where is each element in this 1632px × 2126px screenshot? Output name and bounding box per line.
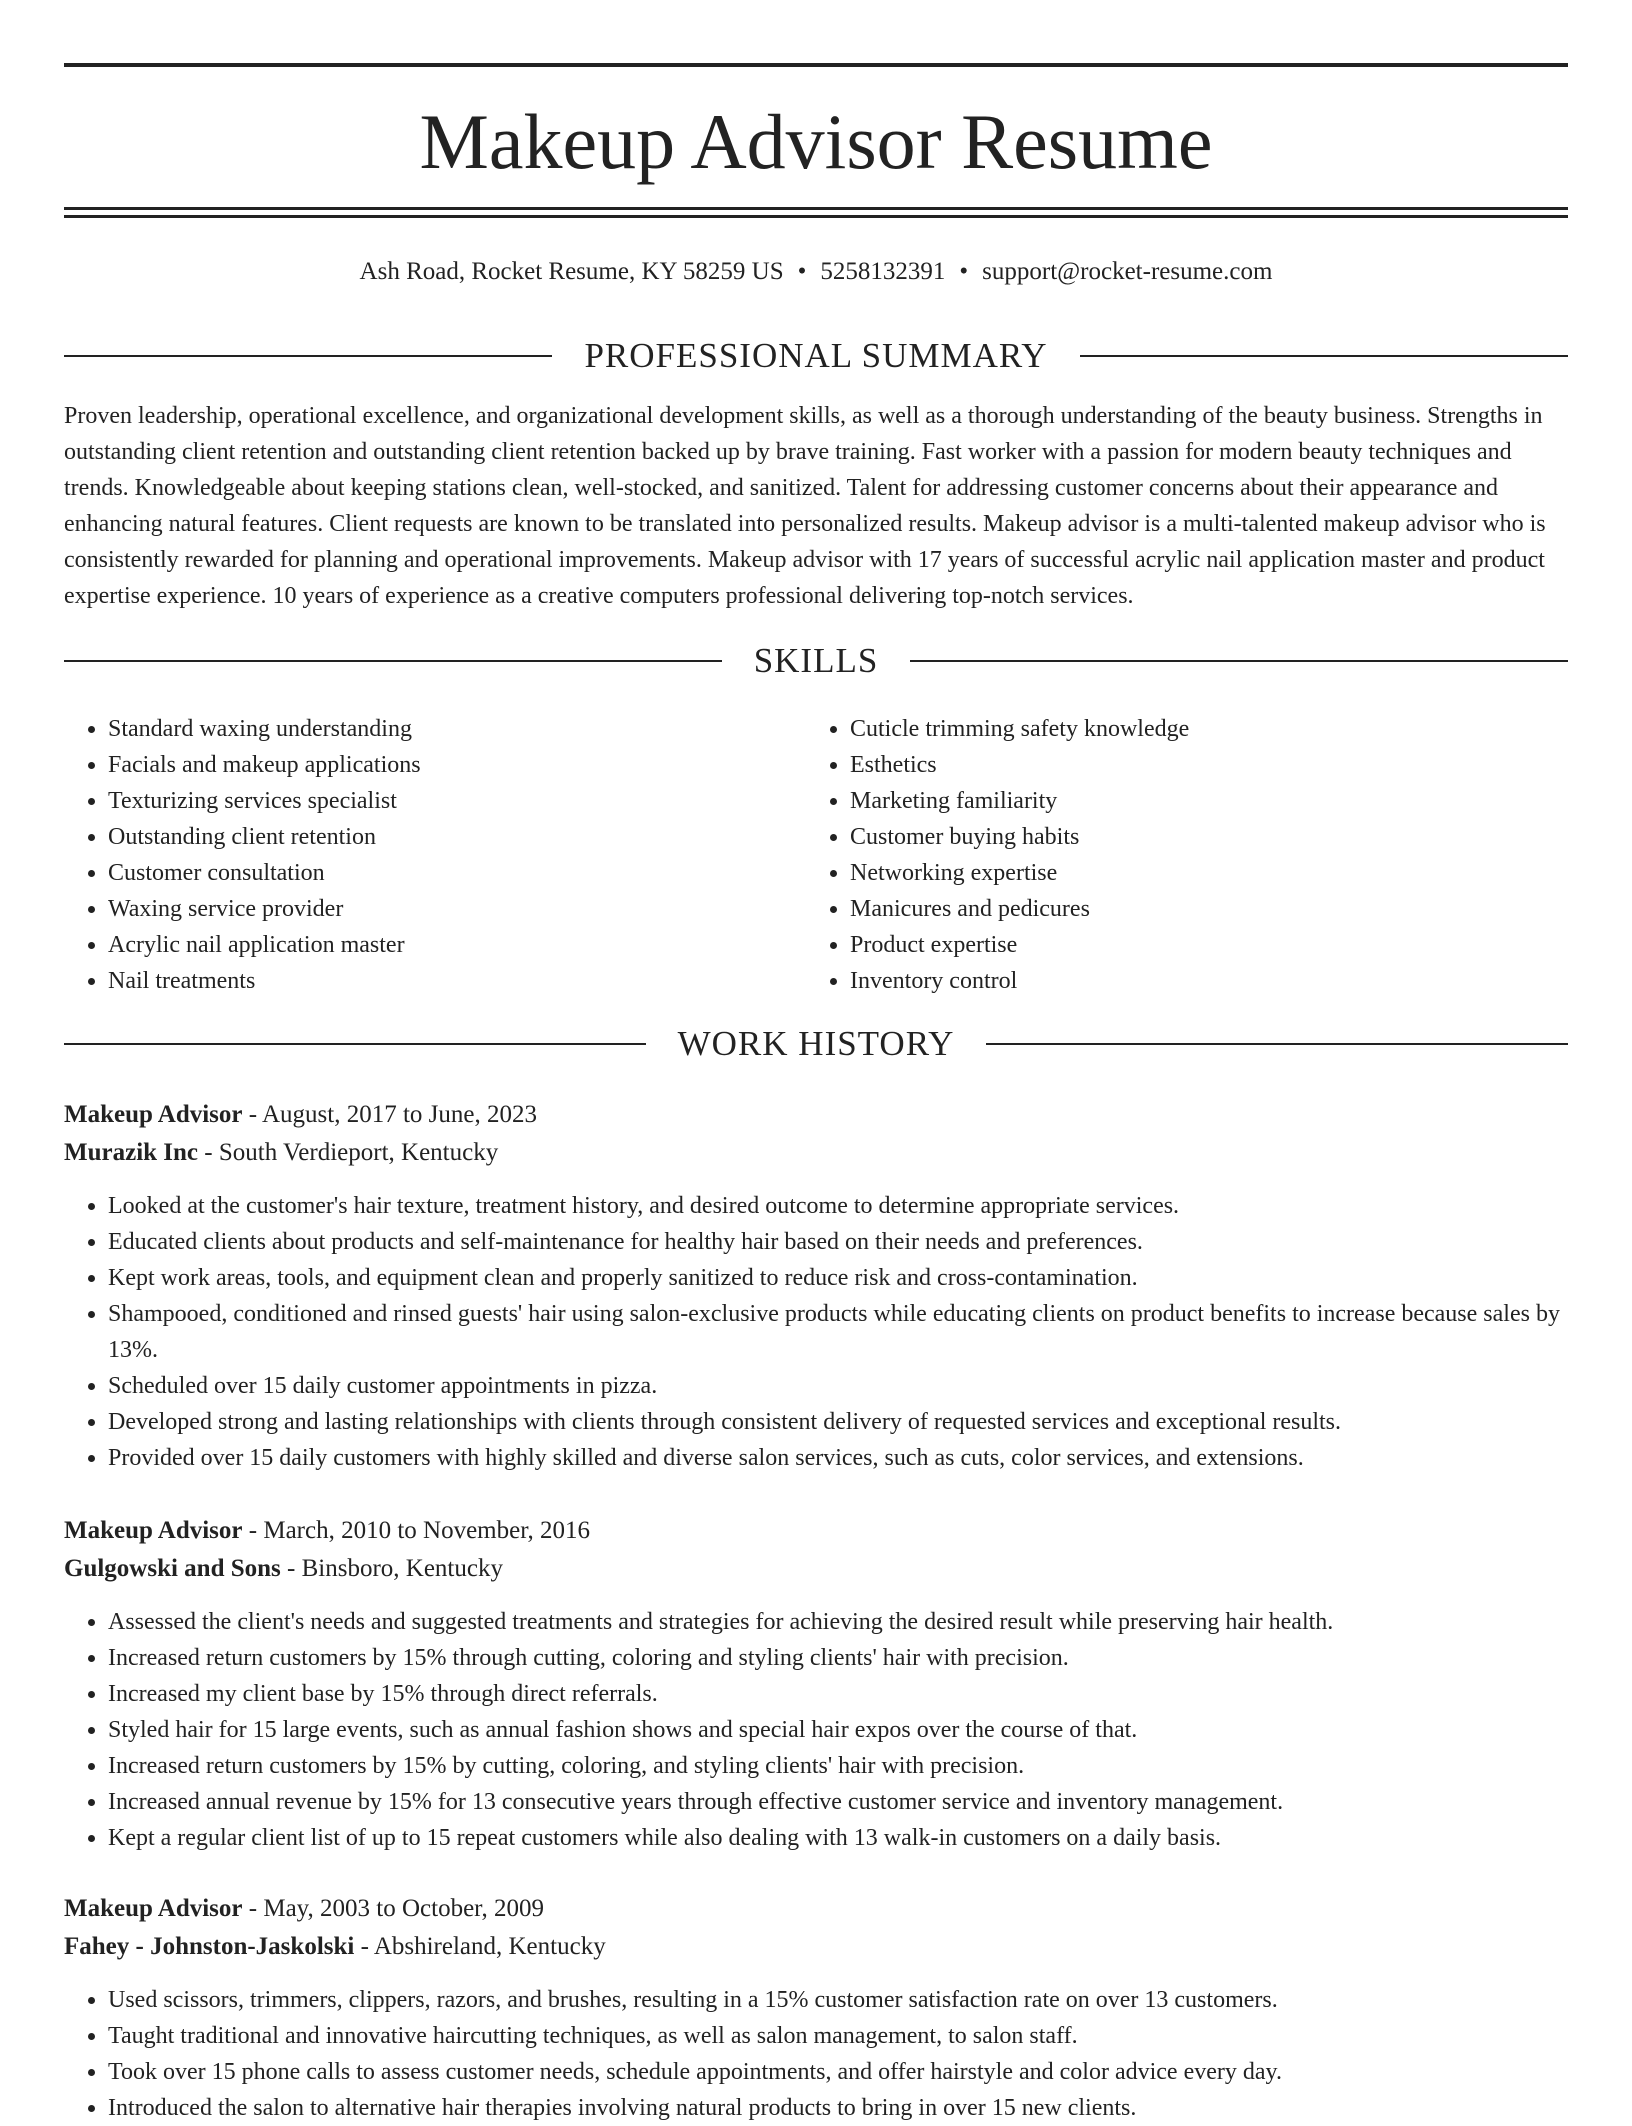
- job-bullets: [64, 1604, 1568, 1856]
- job-bullet: • Shampooed, conditioned and rinsed guests' hair using salon-exclusive products while educating clients on product benefits to increase because sales by 13%.: [108, 1296, 1568, 1368]
- job-bullet: • Developed strong and lasting relationships with clients through consistent delivery of requested services and exceptional results.: [108, 1404, 1568, 1440]
- job-bullet: • Looked at the customer's hair texture, treatment history, and desired outcome to determine appropriate services.: [108, 1188, 1568, 1224]
- job-company: Murazik Inc: [64, 1139, 199, 1166]
- job-company: Gulgowski and Sons: [64, 1555, 281, 1582]
- skills-column-right: [806, 711, 1546, 999]
- contact-separator: •: [797, 258, 807, 285]
- job-dates: May, 2003 to October, 2009: [263, 1895, 545, 1922]
- skill-item: • Standard waxing understanding: [108, 711, 804, 747]
- skills-list-right: [806, 711, 1546, 999]
- top-rule: [64, 63, 1568, 67]
- section-title: WORK HISTORY: [677, 1024, 955, 1063]
- job-bullets: [64, 1188, 1568, 1476]
- skill-item: • Texturizing services specialist: [108, 783, 804, 819]
- skills-column-left: [64, 711, 804, 999]
- job-location: Binsboro, Kentucky: [301, 1555, 503, 1582]
- skill-item: • Outstanding client retention: [108, 819, 804, 855]
- skills-list-left: [64, 711, 804, 999]
- skill-item: • Customer consultation: [108, 855, 804, 891]
- contact-phone: 5258132391: [820, 258, 946, 285]
- job-dates: March, 2010 to November, 2016: [263, 1517, 591, 1544]
- title-rule-upper: [64, 207, 1568, 210]
- job-bullet: • Increased my client base by 15% through direct referrals.: [108, 1676, 1568, 1712]
- job-bullet: • Used scissors, trimmers, clippers, razors, and brushes, resulting in a 15% customer satisfaction rate on over 13 customers.: [108, 1982, 1568, 2018]
- job-bullet: • Scheduled over 15 daily customer appointments in pizza.: [108, 1368, 1568, 1404]
- skill-item: • Waxing service provider: [108, 891, 804, 927]
- skill-item: • Esthetics: [850, 747, 1546, 783]
- job-bullet: • Increased return customers by 15% by cutting, coloring, and styling clients' hair with precision.: [108, 1748, 1568, 1784]
- skill-item: • Marketing familiarity: [850, 783, 1546, 819]
- skill-item: • Networking expertise: [850, 855, 1546, 891]
- job-entry: [64, 1096, 1568, 1476]
- heading-rule: [1080, 355, 1568, 357]
- skill-item: • Cuticle trimming safety knowledge: [850, 711, 1546, 747]
- title-rule-lower: [64, 215, 1568, 218]
- section-heading-summary: [64, 331, 1568, 381]
- job-title: Makeup Advisor: [64, 1517, 243, 1544]
- job-bullet: • Kept a regular client list of up to 15 repeat customers while also dealing with 13 walk-in customers on a daily basis.: [108, 1820, 1568, 1856]
- job-bullet: • Taught traditional and innovative haircutting techniques, as well as salon management, to salon staff.: [108, 2018, 1568, 2054]
- job-title-line: Makeup Advisor - August, 2017 to June, 2023: [64, 1101, 537, 1128]
- job-bullet: • Assessed the client's needs and suggested treatments and strategies for achieving the desired result while preserving hair health.: [108, 1604, 1568, 1640]
- job-entry: [64, 1512, 1568, 1856]
- heading-rule: [64, 1043, 646, 1045]
- job-company-line: Murazik Inc - South Verdieport, Kentucky: [64, 1139, 499, 1166]
- contact-line: [64, 252, 1568, 292]
- job-title: Makeup Advisor: [64, 1101, 243, 1128]
- skill-item: • Inventory control: [850, 963, 1546, 999]
- heading-rule: [64, 660, 722, 662]
- job-bullet: • Increased return customers by 15% through cutting, coloring and styling clients' hair with precision.: [108, 1640, 1568, 1676]
- job-company-line: Gulgowski and Sons - Binsboro, Kentucky: [64, 1555, 503, 1582]
- job-company-line: Fahey - Johnston-Jaskolski - Abshireland, Kentucky: [64, 1933, 606, 1960]
- job-bullet: • Educated clients about products and self-maintenance for healthy hair based on their needs and preferences.: [108, 1224, 1568, 1260]
- job-bullets: [64, 1982, 1568, 2126]
- skill-item: • Manicures and pedicures: [850, 891, 1546, 927]
- job-company: Fahey - Johnston-Jaskolski: [64, 1933, 355, 1960]
- contact-email: support@rocket-resume.com: [982, 258, 1273, 285]
- job-location: Abshireland, Kentucky: [373, 1933, 606, 1960]
- job-bullet: • Provided over 15 daily customers with highly skilled and diverse salon services, such as cuts, color services, and extensions.: [108, 1440, 1568, 1476]
- job-bullet: • Kept work areas, tools, and equipment clean and properly sanitized to reduce risk and cross-contamination.: [108, 1260, 1568, 1296]
- job-title: Makeup Advisor: [64, 1895, 243, 1922]
- job-bullet: • Introduced the salon to alternative hair therapies involving natural products to bring in over 15 new clients.: [108, 2090, 1568, 2126]
- job-entry: [64, 1890, 1568, 2126]
- skill-item: • Facials and makeup applications: [108, 747, 804, 783]
- contact-address: Ash Road, Rocket Resume, KY 58259 US: [359, 258, 784, 285]
- skill-item: • Nail treatments: [108, 963, 804, 999]
- job-bullet: • Took over 15 phone calls to assess customer needs, schedule appointments, and offer hairstyle and color advice every day.: [108, 2054, 1568, 2090]
- job-dates: August, 2017 to June, 2023: [261, 1101, 537, 1128]
- section-heading-skills: [64, 636, 1568, 686]
- heading-rule: [910, 660, 1568, 662]
- skill-item: • Acrylic nail application master: [108, 927, 804, 963]
- job-title-line: Makeup Advisor - March, 2010 to November, 2016: [64, 1517, 591, 1544]
- section-title: SKILLS: [753, 641, 879, 680]
- contact-separator: •: [959, 258, 969, 285]
- skill-item: • Product expertise: [850, 927, 1546, 963]
- job-title-line: Makeup Advisor - May, 2003 to October, 2009: [64, 1895, 545, 1922]
- job-location: South Verdieport, Kentucky: [218, 1139, 499, 1166]
- section-heading-work-history: [64, 1019, 1568, 1069]
- professional-summary: Proven leadership, operational excellence, and organizational development skills, as well as a thorough understanding of the beauty business. Strengths in outstanding client retention and outstanding client retention backed up by brave training. Fast worker with a passion for modern beauty techniques and trends. Knowledgeable about keeping stations clean, well-stocked, and sanitized. Talent for addressing customer concerns about their appearance and enhancing natural features. Client requests are known to be translated into personalized results. Makeup advisor is a multi-talented makeup advisor who is consistently rewarded for planning and operational improvements. Makeup advisor with 17 years of successful acrylic nail application master and product expertise experience. 10 years of experience as a creative computers professional delivering top-notch services.: [64, 403, 1546, 609]
- job-bullet: • Increased annual revenue by 15% for 13 consecutive years through effective customer service and inventory management.: [108, 1784, 1568, 1820]
- job-bullet: • Styled hair for 15 large events, such as annual fashion shows and special hair expos over the course of that.: [108, 1712, 1568, 1748]
- page-title: Makeup Advisor Resume: [419, 98, 1213, 185]
- heading-rule: [986, 1043, 1568, 1045]
- skill-item: • Customer buying habits: [850, 819, 1546, 855]
- section-title: PROFESSIONAL SUMMARY: [584, 336, 1048, 375]
- heading-rule: [64, 355, 552, 357]
